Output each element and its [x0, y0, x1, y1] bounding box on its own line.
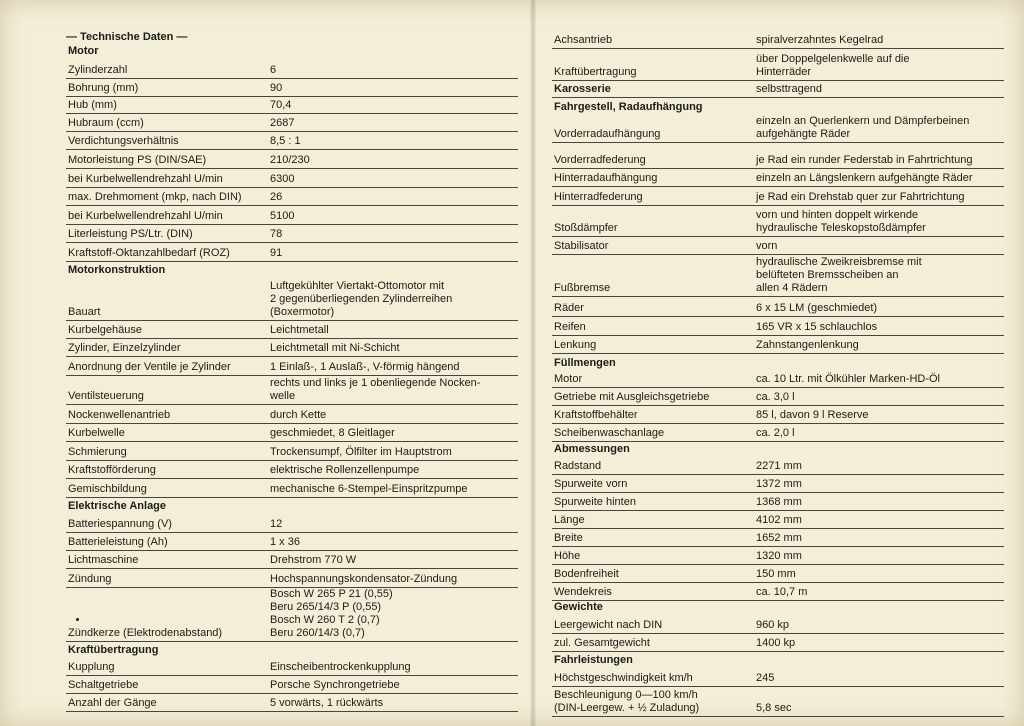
spec-label: Hinterradfederung	[554, 191, 643, 203]
spec-row	[552, 668, 1004, 687]
spec-value: Bosch W 265 P 21 (0,55) Beru 265/14/3 P (0,55) Bosch W 260 T 2 (0,7) Beru 260/14/3 (0,7)	[270, 588, 393, 639]
spec-row	[552, 457, 1004, 475]
spec-value: 1 x 36	[270, 536, 300, 548]
spec-row	[66, 242, 518, 262]
section-heading: Karosserie	[554, 83, 611, 95]
spec-row	[552, 474, 1004, 493]
spec-label: Fußbremse	[554, 282, 611, 294]
section-heading-row	[552, 80, 1004, 98]
spec-value: 12	[270, 518, 283, 530]
spec-label: Höhe	[554, 550, 581, 562]
spec-row	[66, 149, 518, 169]
spec-value: 2687	[270, 117, 295, 129]
spec-label: Spurweite hinten	[554, 496, 636, 508]
spec-value: ca. 2,0 l	[756, 427, 795, 439]
spec-value: 2271 mm	[756, 460, 802, 472]
spec-row	[552, 528, 1004, 547]
spec-label: Motorleistung PS (DIN/SAE)	[68, 154, 207, 166]
spec-row	[552, 205, 1004, 237]
spec-label: Anzahl der Gänge	[68, 697, 157, 709]
spec-value: hydraulische Zweikreisbremse mit belüfteten Bremsscheiben an allen 4 Rädern	[756, 256, 922, 294]
spec-row	[552, 30, 1004, 49]
spec-value: 91	[270, 247, 283, 259]
spec-value: 1 Einlaß-, 1 Auslaß-, V-förmig hängend	[270, 361, 460, 373]
spec-row	[66, 78, 518, 97]
spec-label: Länge	[554, 514, 585, 526]
spec-label: Achsantrieb	[554, 34, 613, 46]
spec-row	[552, 633, 1004, 652]
spec-label: Schmierung	[68, 446, 127, 458]
spec-label: Kraftstofförderung	[68, 464, 156, 476]
spec-value: geschmiedet, 8 Gleitlager	[270, 427, 395, 439]
spec-row	[66, 113, 518, 132]
spec-value: 26	[270, 191, 283, 203]
spec-label: Batteriespannung (V)	[68, 518, 172, 530]
spec-label: Kurbelwelle	[68, 427, 125, 439]
spec-row	[66, 404, 518, 424]
spec-value: je Rad ein runder Federstab in Fahrtrichtung	[756, 154, 973, 166]
spec-value: Hochspannungskondensator-Zündung	[270, 573, 458, 585]
spec-row	[66, 441, 518, 461]
stray-dot	[76, 618, 79, 621]
spec-value: Luftgekühlter Viertakt-Ottomotor mit 2 gegenüberliegenden Zylinderreihen (Boxermotor)	[270, 280, 453, 318]
spec-value: 85 l, davon 9 l Reserve	[756, 409, 869, 421]
spec-row	[552, 423, 1004, 442]
section-heading: Kraftübertragung	[68, 644, 159, 656]
spec-row	[552, 48, 1004, 81]
section-heading-row	[552, 353, 1004, 371]
spec-label: Anordnung der Ventile je Zylinder	[68, 361, 231, 373]
spec-value: 1372 mm	[756, 478, 802, 490]
spec-label: Lichtmaschine	[68, 554, 139, 566]
spec-value: ca. 3,0 l	[756, 391, 795, 403]
spec-label: Vorderradaufhängung	[554, 128, 661, 140]
spec-label: Spurweite vorn	[554, 478, 628, 490]
spec-value: 6300	[270, 173, 295, 185]
spec-label: Ventilsteuerung	[68, 390, 144, 402]
spec-value: 1400 kp	[756, 637, 796, 649]
spec-label: Breite	[554, 532, 583, 544]
spec-row	[66, 224, 518, 243]
spec-value: spiralverzahntes Kegelrad	[756, 34, 884, 46]
spec-row	[66, 478, 518, 498]
spec-label: Kraftstoff-Oktanzahlbedarf (ROZ)	[68, 247, 230, 259]
spec-value: 245	[756, 672, 775, 684]
spec-value: selbsttragend	[756, 83, 823, 95]
spec-value: 165 VR x 15 schlauchlos	[756, 321, 878, 333]
spec-row	[552, 316, 1004, 336]
spec-row	[552, 582, 1004, 601]
section-heading: Gewichte	[554, 601, 603, 613]
spec-value: ca. 10 Ltr. mit Ölkühler Marken-HD-Öl	[756, 373, 940, 385]
spec-row	[552, 115, 1004, 143]
spec-row	[552, 686, 1004, 717]
section-heading-row	[66, 261, 518, 278]
section-heading-row	[552, 651, 1004, 668]
spec-label: Kraftübertragung	[554, 66, 637, 78]
spec-row	[552, 492, 1004, 511]
section-heading-row	[552, 600, 1004, 615]
spec-label: Scheibenwaschanlage	[554, 427, 665, 439]
section-heading: Elektrische Anlage	[68, 500, 167, 512]
spec-label: Hubraum (ccm)	[68, 117, 144, 129]
spec-label: Hub (mm)	[68, 99, 117, 111]
spec-label: Kupplung	[68, 661, 115, 673]
spec-value: ca. 10,7 m	[756, 586, 808, 598]
spec-label: Kraftstoffbehälter	[554, 409, 638, 421]
spec-row	[66, 550, 518, 569]
spec-value: 5,8 sec	[756, 702, 792, 714]
spec-label: Nockenwellenantrieb	[68, 409, 171, 421]
spec-row	[66, 205, 518, 225]
spec-row	[66, 320, 518, 339]
spec-row	[66, 587, 518, 642]
spec-row	[66, 187, 518, 206]
spec-value: einzeln an Querlenkern und Dämpferbeinen aufgehängte Räder	[756, 115, 970, 140]
spec-row	[66, 375, 518, 405]
spec-label: max. Drehmoment (mkp, nach DIN)	[68, 191, 242, 203]
spec-label: Verdichtungsverhältnis	[68, 135, 179, 147]
spec-value: 5 vorwärts, 1 rückwärts	[270, 697, 384, 709]
spec-label: Wendekreis	[554, 586, 612, 598]
spec-label: Gemischbildung	[68, 483, 147, 495]
spec-label: Radstand	[554, 460, 602, 472]
spec-value: über Doppelgelenkwelle auf die Hinterräder	[756, 53, 910, 78]
spec-value: 960 kp	[756, 619, 790, 631]
spec-label: Höchstgeschwindigkeit km/h	[554, 672, 693, 684]
spec-value: 70,4	[270, 99, 292, 111]
spec-row	[552, 296, 1004, 317]
section-heading: Fahrleistungen	[554, 654, 633, 666]
spec-value: 1320 mm	[756, 550, 802, 562]
spec-value: 4102 mm	[756, 514, 802, 526]
spec-value: 5100	[270, 210, 295, 222]
section-heading-row	[66, 497, 518, 514]
spec-value: durch Kette	[270, 409, 327, 421]
spec-row	[552, 254, 1004, 297]
spec-value: 6 x 15 LM (geschmiedet)	[756, 302, 878, 314]
spec-value: rechts und links je 1 obenliegende Nocken- welle	[270, 377, 481, 402]
spec-row	[66, 131, 518, 150]
spec-value: 150 mm	[756, 568, 796, 580]
spec-row	[552, 387, 1004, 406]
spec-row	[552, 142, 1004, 169]
spec-value: Trockensumpf, Ölfilter im Hauptstrom	[270, 446, 452, 458]
spec-label: Stabilisator	[554, 240, 609, 252]
spec-row	[552, 546, 1004, 565]
spec-label: bei Kurbelwellendrehzahl U/min	[68, 173, 223, 185]
section-heading-row	[66, 641, 518, 658]
spec-value: vorn und hinten doppelt wirkende hydraulische Teleskopstoßdämpfer	[756, 209, 926, 234]
spec-value: 90	[270, 82, 283, 94]
spec-label: Literleistung PS/Ltr. (DIN)	[68, 228, 193, 240]
spec-row	[66, 356, 518, 376]
spec-label: Leergewicht nach DIN	[554, 619, 663, 631]
spec-row	[66, 338, 518, 357]
spec-value: mechanische 6-Stempel-Einspritzpumpe	[270, 483, 468, 495]
spec-row	[552, 236, 1004, 255]
spec-label: Lenkung	[554, 339, 597, 351]
spec-row	[552, 335, 1004, 354]
section-heading-row	[552, 441, 1004, 457]
spec-value: 6	[270, 64, 277, 76]
spec-value: 78	[270, 228, 283, 240]
section-heading-row	[552, 97, 1004, 115]
spec-value: einzeln an Längslenkern aufgehängte Räder	[756, 172, 973, 184]
section-heading: Fahrgestell, Radaufhängung	[554, 101, 703, 113]
spec-value: elektrische Rollenzellenpumpe	[270, 464, 420, 476]
spec-label: bei Kurbelwellendrehzahl U/min	[68, 210, 223, 222]
spec-row	[66, 675, 518, 694]
spec-value: vorn	[756, 240, 778, 252]
spec-row	[552, 510, 1004, 529]
spec-value: 1652 mm	[756, 532, 802, 544]
spec-label: Zündung	[68, 573, 112, 585]
spec-label: Bohrung (mm)	[68, 82, 139, 94]
spec-label: Batterieleistung (Ah)	[68, 536, 168, 548]
spec-value: Leichtmetall	[270, 324, 329, 336]
spec-label: Vorderradfederung	[554, 154, 646, 166]
section-heading: Abmessungen	[554, 443, 630, 455]
section-heading: Motorkonstruktion	[68, 264, 166, 276]
spec-value: 1368 mm	[756, 496, 802, 508]
spec-label: Zündkerze (Elektrodenabstand)	[68, 627, 223, 639]
spec-value: Einscheibentrockenkupplung	[270, 661, 411, 673]
center-fold	[530, 0, 536, 726]
spec-row	[66, 59, 518, 79]
spec-label: Getriebe mit Ausgleichsgetriebe	[554, 391, 710, 403]
spec-label: Motor	[554, 373, 583, 385]
spec-label: Zylinder, Einzelzylinder	[68, 342, 181, 354]
spec-row	[66, 460, 518, 479]
spec-value: je Rad ein Drehstab quer zur Fahrtrichtung	[756, 191, 965, 203]
spec-row	[66, 96, 518, 114]
spec-row	[552, 615, 1004, 634]
spec-row	[552, 371, 1004, 388]
spec-value: Zahnstangenlenkung	[756, 339, 859, 351]
spec-value: 8,5 : 1	[270, 135, 301, 147]
spec-row	[552, 564, 1004, 583]
spec-value: 210/230	[270, 154, 310, 166]
spec-label: Reifen	[554, 321, 586, 333]
spec-label: Bodenfreiheit	[554, 568, 619, 580]
section-heading: Füllmengen	[554, 357, 616, 369]
spec-label: Schaltgetriebe	[68, 679, 139, 691]
spec-row	[552, 186, 1004, 206]
spec-row	[66, 168, 518, 188]
spec-row	[66, 423, 518, 442]
spec-label: Beschleunigung 0—100 km/h (DIN-Leergew. + ½ Zuladung)	[554, 689, 700, 714]
spec-label: Hinterradaufhängung	[554, 172, 658, 184]
spec-row	[66, 693, 518, 712]
section-heading-row	[66, 46, 518, 59]
spec-label: Zylinderzahl	[68, 64, 128, 76]
spec-value: Porsche Synchrongetriebe	[270, 679, 400, 691]
spec-value: Leichtmetall mit Ni-Schicht	[270, 342, 400, 354]
spec-label: Stoßdämpfer	[554, 222, 618, 234]
spec-row	[552, 168, 1004, 187]
section-heading: Motor	[68, 45, 99, 57]
spec-row	[552, 405, 1004, 424]
spec-label: Räder	[554, 302, 584, 314]
spec-label: Kurbelgehäuse	[68, 324, 143, 336]
spec-label: zul. Gesamtgewicht	[554, 637, 650, 649]
spec-row	[66, 514, 518, 533]
spec-row	[66, 658, 518, 676]
spec-label: Bauart	[68, 306, 101, 318]
spec-row	[66, 568, 518, 588]
spec-row	[66, 278, 518, 321]
spec-row	[66, 532, 518, 551]
page-title: — Technische Daten —	[66, 31, 188, 43]
spec-value: Drehstrom 770 W	[270, 554, 357, 566]
